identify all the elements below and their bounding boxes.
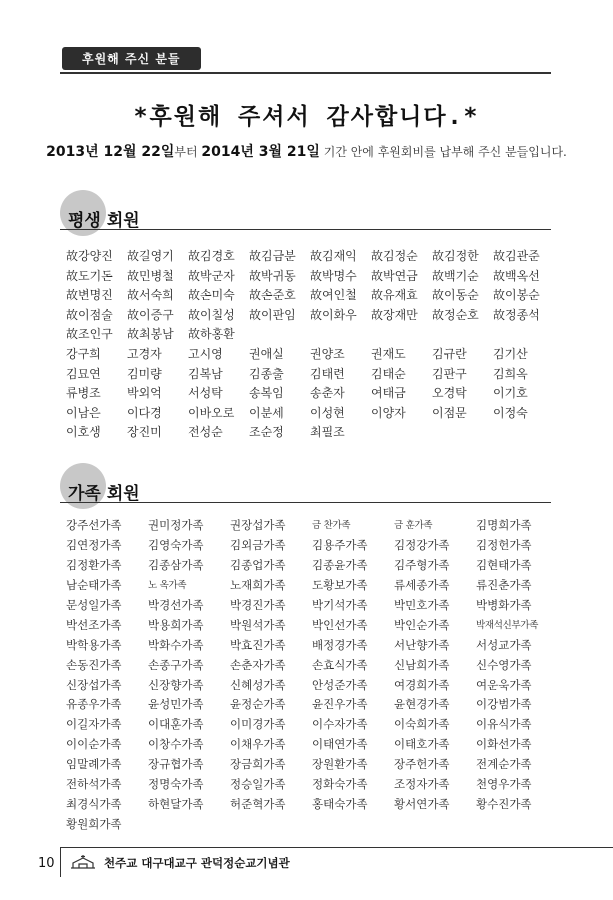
member-name: 윤현경가족 bbox=[394, 697, 450, 712]
member-name: 이태호가족 bbox=[394, 737, 450, 752]
member-name: 김주형가족 bbox=[394, 557, 450, 572]
member-name: 여경희가족 bbox=[394, 677, 450, 692]
member-name: 류진춘가족 bbox=[476, 577, 532, 592]
member-name: 황수진가족 bbox=[476, 797, 532, 812]
member-name: 최경식가족 bbox=[66, 797, 122, 812]
member-name: 故손미숙 bbox=[188, 288, 235, 303]
member-name: 금 찬가족 bbox=[312, 520, 351, 531]
member-name: 이성현 bbox=[310, 405, 345, 420]
member-name: 금 훈가족 bbox=[394, 520, 433, 531]
member-name: 故박연금 bbox=[371, 268, 418, 283]
family-member-list bbox=[66, 516, 558, 835]
member-name: 故최봉남 bbox=[127, 327, 174, 342]
member-name: 정명숙가족 bbox=[148, 777, 204, 792]
member-name: 신장섭가족 bbox=[66, 677, 122, 692]
member-name: 윤정순가족 bbox=[230, 697, 286, 712]
member-name: 장주헌가족 bbox=[394, 757, 450, 772]
member-name: 김정환가족 bbox=[66, 557, 122, 572]
member-name: 조순정 bbox=[249, 425, 284, 440]
member-name: 故이칠성 bbox=[188, 307, 235, 322]
footer-divider bbox=[60, 847, 613, 848]
member-name: 정화숙가족 bbox=[312, 777, 368, 792]
member-name: 박재석신부가족 bbox=[476, 619, 539, 631]
member-name: 故정종석 bbox=[493, 307, 540, 322]
member-name: 박효진가족 bbox=[230, 637, 286, 652]
member-name: 故민병철 bbox=[127, 268, 174, 283]
member-name: 김영숙가족 bbox=[148, 537, 204, 552]
start-date: 2013년 12월 22일 bbox=[46, 144, 175, 160]
member-name: 이호생 bbox=[66, 425, 101, 440]
member-name: 이미경가족 bbox=[230, 717, 286, 732]
member-name: 김희옥 bbox=[493, 366, 528, 381]
member-name: 김복남 bbox=[188, 366, 223, 381]
member-name: 노 옥가족 bbox=[148, 579, 187, 591]
member-name: 김기산 bbox=[493, 346, 528, 361]
member-name: 김외금가족 bbox=[230, 537, 286, 552]
member-name: 故정순호 bbox=[432, 307, 479, 322]
member-name: 김종업가족 bbox=[230, 557, 286, 572]
member-name: 김태순 bbox=[371, 366, 406, 381]
member-name: 고경자 bbox=[127, 346, 162, 361]
member-name: 손효식가족 bbox=[312, 657, 368, 672]
member-name bbox=[432, 423, 493, 443]
member-name: 이다경 bbox=[127, 405, 162, 420]
member-name: 송복임 bbox=[249, 386, 284, 401]
member-name: 이양자 bbox=[371, 405, 406, 420]
member-name: 故김정한 bbox=[432, 249, 479, 263]
member-name: 신장향가족 bbox=[148, 677, 204, 692]
section-tab-label: 후원해 주신 분들 bbox=[62, 47, 201, 70]
member-name: 유종우가족 bbox=[66, 697, 122, 712]
member-name: 박병화가족 bbox=[476, 597, 532, 612]
member-name: 손춘자가족 bbox=[230, 657, 286, 672]
family-section-rule bbox=[60, 502, 551, 503]
member-name: 장규협가족 bbox=[148, 757, 204, 772]
member-name: 김정강가족 bbox=[394, 537, 450, 552]
member-name: 故박명수 bbox=[310, 268, 357, 283]
member-name: 오경탁 bbox=[432, 386, 467, 401]
member-name: 故김금분 bbox=[249, 249, 296, 263]
member-name: 故김정순 bbox=[371, 249, 418, 263]
member-name: 故김재익 bbox=[310, 249, 357, 263]
member-name: 전계순가족 bbox=[476, 757, 532, 772]
member-name: 고시영 bbox=[188, 346, 223, 361]
member-name bbox=[394, 815, 476, 835]
member-name: 배정경가족 bbox=[312, 637, 368, 652]
member-name: 이태연가족 bbox=[312, 737, 368, 752]
member-name: 손종구가족 bbox=[148, 657, 204, 672]
top-divider bbox=[60, 72, 551, 74]
member-name: 서난향가족 bbox=[394, 637, 450, 652]
member-name: 이분세 bbox=[249, 405, 284, 420]
member-name: 천영우가족 bbox=[476, 777, 532, 792]
member-name: 故이증구 bbox=[127, 307, 174, 322]
member-name: 故이판임 bbox=[249, 307, 296, 322]
member-name: 박인선가족 bbox=[312, 617, 368, 632]
member-name: 남순태가족 bbox=[66, 577, 122, 592]
member-name: 이남은 bbox=[66, 405, 101, 420]
member-name: 김연정가족 bbox=[66, 537, 122, 552]
member-name: 장진미 bbox=[127, 425, 162, 440]
member-name: 박외억 bbox=[127, 386, 162, 401]
member-name bbox=[249, 325, 310, 345]
member-name: 서성탁 bbox=[188, 386, 223, 401]
member-name: 전성순 bbox=[188, 425, 223, 440]
member-name: 조정자가족 bbox=[394, 777, 450, 792]
member-name: 이점문 bbox=[432, 405, 467, 420]
member-name: 박학용가족 bbox=[66, 637, 122, 652]
member-name: 박경선가족 bbox=[148, 597, 204, 612]
member-name bbox=[312, 815, 394, 835]
member-name: 이유식가족 bbox=[476, 717, 532, 732]
member-name: 故이점술 bbox=[66, 307, 113, 322]
member-name: 이강범가족 bbox=[476, 697, 532, 712]
period-text-end: 기간 안에 후원회비를 납부해 주신 분들입니다. bbox=[319, 145, 567, 159]
member-name bbox=[476, 815, 558, 835]
member-name: 故장재만 bbox=[371, 307, 418, 322]
period-text-mid: 부터 bbox=[174, 145, 202, 159]
member-name bbox=[493, 423, 554, 443]
member-name: 손동진가족 bbox=[66, 657, 122, 672]
member-name: 故박군자 bbox=[188, 268, 235, 283]
member-name: 김판구 bbox=[432, 366, 467, 381]
member-name: 류병조 bbox=[66, 386, 101, 401]
member-name: 강주선가족 bbox=[66, 518, 122, 532]
member-name: 박선조가족 bbox=[66, 617, 122, 632]
lifetime-section-title: 평생 회원 bbox=[68, 211, 140, 231]
member-name: 최필조 bbox=[310, 425, 345, 440]
member-name: 전하석가족 bbox=[66, 777, 122, 792]
member-name: 신혜성가족 bbox=[230, 677, 286, 692]
member-name: 故이화우 bbox=[310, 307, 357, 322]
member-name: 김정헌가족 bbox=[476, 537, 532, 552]
member-name: 김종출 bbox=[249, 366, 284, 381]
member-name: 故백기순 bbox=[432, 268, 479, 283]
member-name: 故하홍환 bbox=[188, 327, 235, 342]
footer-vertical-divider bbox=[60, 847, 61, 877]
member-name: 故유재효 bbox=[371, 288, 418, 303]
member-name: 정승일가족 bbox=[230, 777, 286, 792]
member-name: 하현달가족 bbox=[148, 797, 204, 812]
member-name: 권장섭가족 bbox=[230, 518, 286, 532]
member-name: 강구희 bbox=[66, 346, 101, 361]
member-name: 박용희가족 bbox=[148, 617, 204, 632]
member-name: 문성일가족 bbox=[66, 597, 122, 612]
member-name: 故백옥선 bbox=[493, 268, 540, 283]
period-description bbox=[0, 141, 613, 161]
member-name: 이길자가족 bbox=[66, 717, 122, 732]
member-name: 김현태가족 bbox=[476, 557, 532, 572]
member-name: 故길영기 bbox=[127, 249, 174, 263]
member-name: 김미량 bbox=[127, 366, 162, 381]
member-name: 권양조 bbox=[310, 346, 345, 361]
member-name: 김종윤가족 bbox=[312, 557, 368, 572]
member-name: 김규란 bbox=[432, 346, 467, 361]
member-name: 도황보가족 bbox=[312, 577, 368, 592]
organization-name: 천주교 대구대교구 관덕정순교기념관 bbox=[104, 856, 290, 870]
member-name: 송춘자 bbox=[310, 386, 345, 401]
member-name bbox=[148, 815, 230, 835]
member-name: 박경진가족 bbox=[230, 597, 286, 612]
member-name: 임말례가족 bbox=[66, 757, 122, 772]
family-section-title: 가족 회원 bbox=[68, 484, 140, 504]
member-name: 故이동순 bbox=[432, 288, 479, 303]
member-name bbox=[432, 325, 493, 345]
member-name: 윤진우가족 bbox=[312, 697, 368, 712]
member-name bbox=[230, 815, 312, 835]
member-name: 故서숙희 bbox=[127, 288, 174, 303]
member-name bbox=[371, 325, 432, 345]
member-name: 이창수가족 bbox=[148, 737, 204, 752]
member-name: 장금희가족 bbox=[230, 757, 286, 772]
member-name: 이바오로 bbox=[188, 405, 235, 420]
member-name: 이채우가족 bbox=[230, 737, 286, 752]
member-name bbox=[493, 325, 554, 345]
member-name: 류세종가족 bbox=[394, 577, 450, 592]
member-name: 故변명진 bbox=[66, 288, 113, 303]
page-number: 10 bbox=[38, 856, 55, 871]
member-name: 김종삼가족 bbox=[148, 557, 204, 572]
member-name: 故손준호 bbox=[249, 288, 296, 303]
lifetime-member-list bbox=[66, 247, 554, 443]
member-name: 김태련 bbox=[310, 366, 345, 381]
member-name: 이숙희가족 bbox=[394, 717, 450, 732]
member-name: 故박귀동 bbox=[249, 268, 296, 283]
lifetime-section-rule bbox=[60, 229, 551, 230]
member-name: 노재희가족 bbox=[230, 577, 286, 592]
end-date: 2014년 3월 21일 bbox=[201, 144, 320, 160]
member-name: 장원환가족 bbox=[312, 757, 368, 772]
member-name: 박민호가족 bbox=[394, 597, 450, 612]
member-name: 신수영가족 bbox=[476, 657, 532, 672]
member-name: 이수자가족 bbox=[312, 717, 368, 732]
member-name: 안성준가족 bbox=[312, 677, 368, 692]
member-name: 故여인철 bbox=[310, 288, 357, 303]
member-name: 故도기돈 bbox=[66, 268, 113, 283]
member-name: 박기석가족 bbox=[312, 597, 368, 612]
member-name: 황원희가족 bbox=[66, 817, 122, 832]
member-name: 홍태숙가족 bbox=[312, 797, 368, 812]
page-title: *후원해 주셔서 감사합니다.* bbox=[133, 104, 480, 130]
member-name: 박원석가족 bbox=[230, 617, 286, 632]
member-name: 여운욱가족 bbox=[476, 677, 532, 692]
member-name: 여태금 bbox=[371, 386, 406, 401]
member-name: 신남희가족 bbox=[394, 657, 450, 672]
member-name: 허준혁가족 bbox=[230, 797, 286, 812]
member-name: 김묘연 bbox=[66, 366, 101, 381]
chapel-logo-icon bbox=[70, 855, 96, 869]
member-name: 김명희가족 bbox=[476, 518, 532, 532]
member-name bbox=[310, 325, 371, 345]
member-name: 故김관준 bbox=[493, 249, 540, 263]
member-name: 윤성민가족 bbox=[148, 697, 204, 712]
member-name: 이기호 bbox=[493, 386, 528, 401]
member-name: 故김경호 bbox=[188, 249, 235, 263]
member-name: 故이봉순 bbox=[493, 288, 540, 303]
member-name bbox=[371, 423, 432, 443]
member-name: 이이순가족 bbox=[66, 737, 122, 752]
member-name: 권재도 bbox=[371, 346, 406, 361]
member-name: 故강양진 bbox=[66, 249, 113, 263]
member-name: 박화수가족 bbox=[148, 637, 204, 652]
member-name: 황서연가족 bbox=[394, 797, 450, 812]
member-name: 이화선가족 bbox=[476, 737, 532, 752]
member-name: 김용주가족 bbox=[312, 537, 368, 552]
member-name: 故조인구 bbox=[66, 327, 113, 342]
member-name: 박인순가족 bbox=[394, 617, 450, 632]
member-name: 권애실 bbox=[249, 346, 284, 361]
member-name: 권미정가족 bbox=[148, 518, 204, 532]
member-name: 이정숙 bbox=[493, 405, 528, 420]
member-name: 이대훈가족 bbox=[148, 717, 204, 732]
member-name: 서성교가족 bbox=[476, 637, 532, 652]
